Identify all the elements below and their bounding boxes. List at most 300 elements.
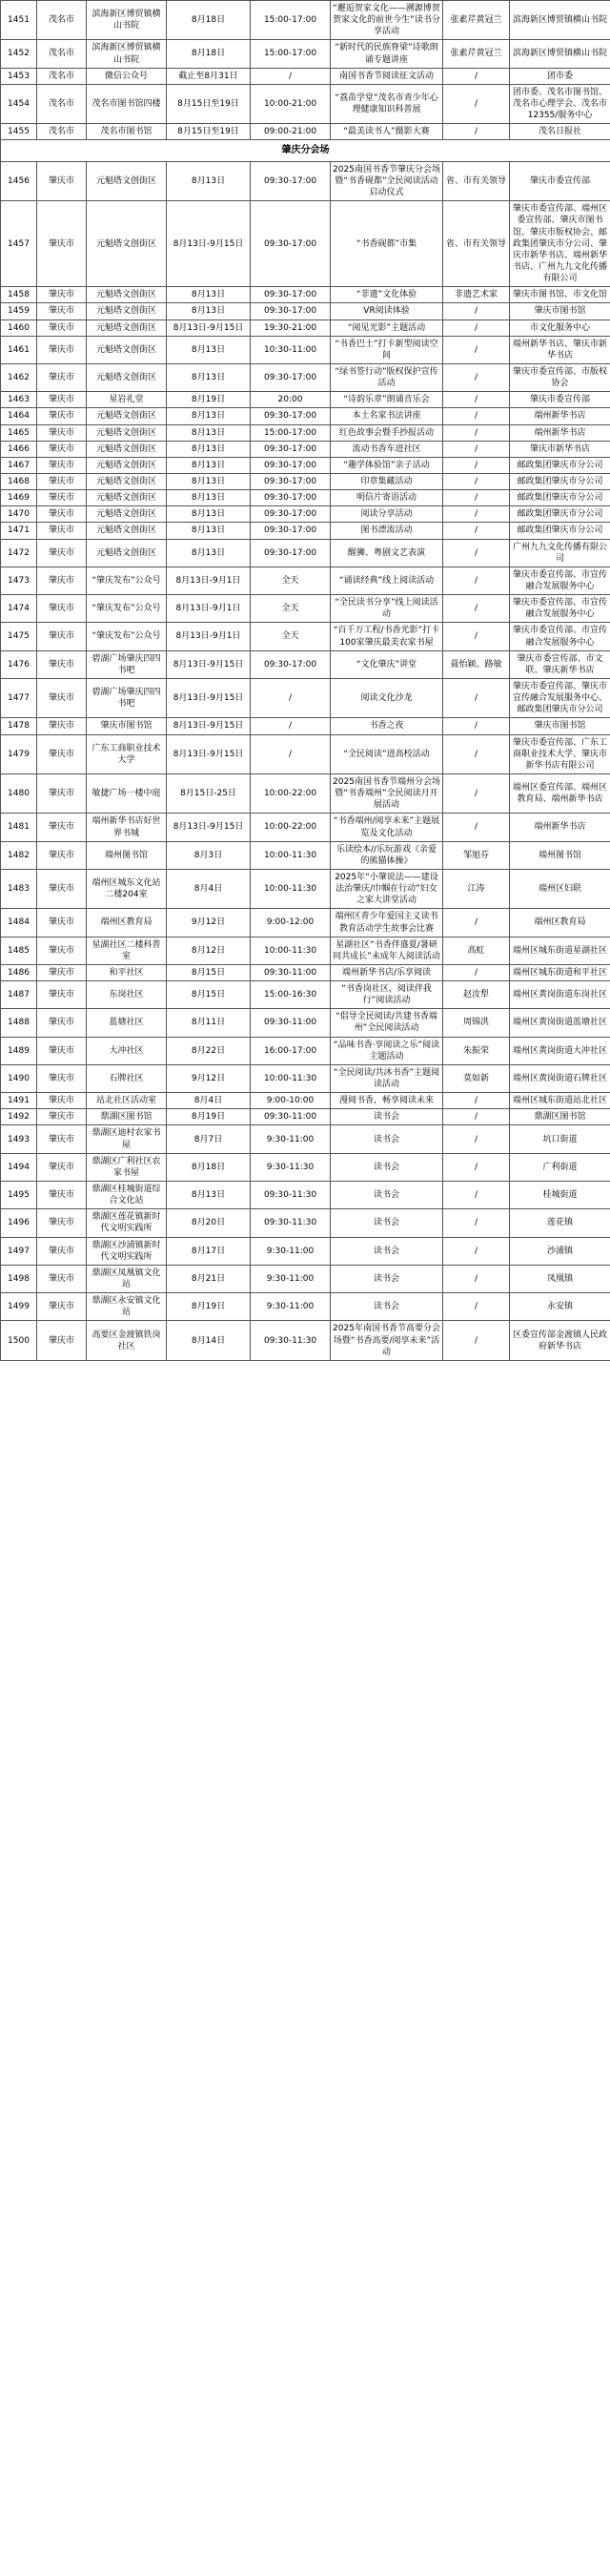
city-cell: 肇庆市 xyxy=(37,1237,87,1265)
table-row xyxy=(1,981,610,1009)
time-cell: 15:00-17:00 xyxy=(251,1,331,40)
time-cell: 10:00-11:30 xyxy=(251,841,331,869)
section-header-row xyxy=(1,140,610,162)
city-cell: 肇庆市 xyxy=(37,909,87,937)
guest-cell: / xyxy=(443,964,510,980)
activity-cell: “书香巴士”打卡新型阅读空间 xyxy=(331,336,443,363)
city-cell: 肇庆市 xyxy=(37,841,87,869)
date-cell: 8月21日 xyxy=(167,1265,251,1292)
time-cell: 9:00-10:00 xyxy=(251,1093,331,1109)
organizer-cell: 广利街道 xyxy=(510,1153,610,1181)
venue-cell: 鼎湖区永安镇文化站 xyxy=(87,1293,167,1321)
city-cell: 肇庆市 xyxy=(37,964,87,980)
table-row xyxy=(1,1153,610,1181)
row-number-cell: 1483 xyxy=(1,869,37,908)
organizer-cell: 端州图书馆 xyxy=(510,841,610,869)
date-cell: 8月15日至19日 xyxy=(167,84,251,123)
row-number-cell: 1481 xyxy=(1,814,37,841)
guest-cell: / xyxy=(443,718,510,734)
city-cell: 肇庆市 xyxy=(37,408,87,424)
guest-cell: / xyxy=(443,773,510,813)
city-cell: 肇庆市 xyxy=(37,1009,87,1037)
venue-cell: 鼎湖区迪村农家书屋 xyxy=(87,1125,167,1153)
guest-cell: / xyxy=(443,814,510,841)
time-cell: 10:00-11:30 xyxy=(251,869,331,908)
organizer-cell: 肇庆市图书馆、市文化馆 xyxy=(510,287,610,303)
activity-cell: “阅见光影”主题活动 xyxy=(331,319,443,336)
organizer-cell: 端州区黄岗街道大冲社区 xyxy=(510,1037,610,1064)
row-number-cell: 1466 xyxy=(1,441,37,457)
activity-cell: 漫阅书香，畅享阅读未来 xyxy=(331,1093,443,1109)
venue-cell: 滨海新区博贸镇横山书院 xyxy=(87,1,167,40)
date-cell: 8月13日-9月15日 xyxy=(167,718,251,734)
time-cell: 09:30-17:00 xyxy=(251,201,331,287)
city-cell: 茂名市 xyxy=(37,68,87,84)
organizer-cell: 肇庆市图书馆 xyxy=(510,303,610,319)
row-number-cell: 1470 xyxy=(1,506,37,523)
venue-cell: 端州图书馆 xyxy=(87,841,167,869)
time-cell: 10:00-11:30 xyxy=(251,1064,331,1092)
city-cell: 肇庆市 xyxy=(37,1125,87,1153)
row-number-cell: 1493 xyxy=(1,1125,37,1153)
venue-cell: 茂名市图书馆四楼 xyxy=(87,84,167,123)
activity-cell: “全民阅读”进高校活动 xyxy=(331,734,443,773)
row-number-cell: 1498 xyxy=(1,1265,37,1292)
venue-cell: “肇庆发布”公众号 xyxy=(87,623,167,650)
date-cell: 8月13日 xyxy=(167,490,251,506)
date-cell: 8月19日 xyxy=(167,1293,251,1321)
city-cell: 肇庆市 xyxy=(37,1321,87,1360)
date-cell: 8月13日 xyxy=(167,336,251,363)
time-cell: 09:30-17:00 xyxy=(251,441,331,457)
row-number-cell: 1468 xyxy=(1,474,37,490)
date-cell: 8月4日 xyxy=(167,869,251,908)
row-number-cell: 1469 xyxy=(1,490,37,506)
row-number-cell: 1487 xyxy=(1,981,37,1009)
time-cell: 20:00 xyxy=(251,392,331,408)
activity-cell: “绿书签行动”版权保护宣传活动 xyxy=(331,364,443,392)
organizer-cell: 肇庆市委宣传部、市宣传融合发展服务中心 xyxy=(510,595,610,623)
table-row xyxy=(1,567,610,594)
guest-cell: / xyxy=(443,678,510,717)
city-cell: 肇庆市 xyxy=(37,490,87,506)
table-row xyxy=(1,841,610,869)
activity-cell: “书香端州/阅享未来”主题展览及文化活动 xyxy=(331,814,443,841)
venue-cell: 星岩礼堂 xyxy=(87,392,167,408)
row-number-cell: 1491 xyxy=(1,1093,37,1109)
time-cell: 9:00-12:00 xyxy=(251,909,331,937)
organizer-cell: 广州九九文化传播有限公司 xyxy=(510,539,610,567)
venue-cell: 和平社区 xyxy=(87,964,167,980)
date-cell: 8月19日 xyxy=(167,1109,251,1125)
section-title: 肇庆分会场 xyxy=(1,140,610,162)
row-number-cell: 1473 xyxy=(1,567,37,594)
organizer-cell: 端州新华书店 xyxy=(510,814,610,841)
table-row xyxy=(1,68,610,84)
table-row xyxy=(1,678,610,717)
table-row xyxy=(1,1209,610,1237)
time-cell: 10:30-11:00 xyxy=(251,336,331,363)
guest-cell: 张素芹黄冠兰 xyxy=(443,1,510,40)
guest-cell: / xyxy=(443,1093,510,1109)
time-cell: 全天 xyxy=(251,595,331,623)
activity-cell: “诗韵乐章”朗诵音乐会 xyxy=(331,392,443,408)
city-cell: 肇庆市 xyxy=(37,678,87,717)
city-cell: 肇庆市 xyxy=(37,1153,87,1181)
guest-cell: / xyxy=(443,909,510,937)
time-cell: 15:00-17:00 xyxy=(251,40,331,68)
time-cell: 15:00-17:00 xyxy=(251,424,331,441)
city-cell: 肇庆市 xyxy=(37,441,87,457)
activity-cell: 读书会 xyxy=(331,1182,443,1209)
venue-cell: 元魁塔文创街区 xyxy=(87,474,167,490)
city-cell: 肇庆市 xyxy=(37,1265,87,1292)
city-cell: 肇庆市 xyxy=(37,1293,87,1321)
activity-cell: 读书会 xyxy=(331,1265,443,1292)
time-cell: 09:30-11:30 xyxy=(251,1209,331,1237)
time-cell: 9:30-11:30 xyxy=(251,1153,331,1181)
date-cell: 8月7日 xyxy=(167,1125,251,1153)
city-cell: 肇庆市 xyxy=(37,718,87,734)
table-row xyxy=(1,1321,610,1360)
venue-cell: 元魁塔文创街区 xyxy=(87,319,167,336)
guest-cell: / xyxy=(443,303,510,319)
row-number-cell: 1454 xyxy=(1,84,37,123)
table-row xyxy=(1,1093,610,1109)
activity-cell: 2025南国书香节端州分会场暨“书香端州”全民阅读月开展活动 xyxy=(331,773,443,813)
activity-cell: 图书漂流活动 xyxy=(331,523,443,539)
activity-cell: VR阅读体验 xyxy=(331,303,443,319)
row-number-cell: 1453 xyxy=(1,68,37,84)
organizer-cell: 凤凰镇 xyxy=(510,1265,610,1292)
date-cell: 8月13日 xyxy=(167,161,251,200)
row-number-cell: 1457 xyxy=(1,201,37,287)
date-cell: 8月13日-9月15日 xyxy=(167,319,251,336)
table-row xyxy=(1,909,610,937)
guest-cell: / xyxy=(443,567,510,594)
venue-cell: 端州新华书店好世界书城 xyxy=(87,814,167,841)
guest-cell: 省、市有关领导 xyxy=(443,161,510,200)
row-number-cell: 1452 xyxy=(1,40,37,68)
activity-cell: 南国书香节阅读征文活动 xyxy=(331,68,443,84)
time-cell: 9:30-11:00 xyxy=(251,1125,331,1153)
city-cell: 肇庆市 xyxy=(37,392,87,408)
guest-cell: 邹旭芬 xyxy=(443,841,510,869)
city-cell: 肇庆市 xyxy=(37,539,87,567)
table-row xyxy=(1,84,610,123)
activity-cell: 阅读文化沙龙 xyxy=(331,678,443,717)
organizer-cell: 端州区城东街道站北社区 xyxy=(510,1093,610,1109)
date-cell: 8月13日 xyxy=(167,457,251,473)
activity-cell: “诵读经典”线上阅读活动 xyxy=(331,567,443,594)
time-cell: 全天 xyxy=(251,623,331,650)
time-cell: 9:30-11:00 xyxy=(251,1293,331,1321)
table-row xyxy=(1,964,610,980)
guest-cell: 张素芹黄冠兰 xyxy=(443,40,510,68)
row-number-cell: 1459 xyxy=(1,303,37,319)
table-row xyxy=(1,424,610,441)
table-row xyxy=(1,814,610,841)
time-cell: 15:00-16:30 xyxy=(251,981,331,1009)
venue-cell: 元魁塔文创街区 xyxy=(87,364,167,392)
date-cell: 8月13日 xyxy=(167,441,251,457)
city-cell: 肇庆市 xyxy=(37,161,87,200)
organizer-cell: 端州区城东街道星湖社区 xyxy=(510,937,610,964)
city-cell: 肇庆市 xyxy=(37,981,87,1009)
table-row xyxy=(1,1009,610,1037)
city-cell: 肇庆市 xyxy=(37,595,87,623)
row-number-cell: 1467 xyxy=(1,457,37,473)
venue-cell: “肇庆发布”公众号 xyxy=(87,595,167,623)
table-row xyxy=(1,1064,610,1092)
time-cell: / xyxy=(251,718,331,734)
row-number-cell: 1458 xyxy=(1,287,37,303)
row-number-cell: 1497 xyxy=(1,1237,37,1265)
city-cell: 茂名市 xyxy=(37,84,87,123)
guest-cell: 高虹 xyxy=(443,937,510,964)
guest-cell: 江涛 xyxy=(443,869,510,908)
guest-cell: / xyxy=(443,84,510,123)
city-cell: 肇庆市 xyxy=(37,1037,87,1064)
venue-cell: 站北社区活动室 xyxy=(87,1093,167,1109)
date-cell: 8月13日-9月15日 xyxy=(167,734,251,773)
table-row xyxy=(1,336,610,363)
table-row xyxy=(1,457,610,473)
time-cell: 09:30-11:00 xyxy=(251,1009,331,1037)
date-cell: 8月15日 xyxy=(167,964,251,980)
venue-cell: 元魁塔文创街区 xyxy=(87,161,167,200)
city-cell: 肇庆市 xyxy=(37,424,87,441)
guest-cell: / xyxy=(443,124,510,140)
table-row xyxy=(1,490,610,506)
row-number-cell: 1494 xyxy=(1,1153,37,1181)
guest-cell: / xyxy=(443,336,510,363)
row-number-cell: 1480 xyxy=(1,773,37,813)
venue-cell: 元魁塔文创街区 xyxy=(87,506,167,523)
row-number-cell: 1456 xyxy=(1,161,37,200)
guest-cell: / xyxy=(443,623,510,650)
organizer-cell: 端州新华书店 xyxy=(510,424,610,441)
venue-cell: 鼎湖区凤凰镇文化站 xyxy=(87,1265,167,1292)
row-number-cell: 1500 xyxy=(1,1321,37,1360)
city-cell: 肇庆市 xyxy=(37,474,87,490)
table-row xyxy=(1,124,610,140)
guest-cell: / xyxy=(443,392,510,408)
venue-cell: 元魁塔文创街区 xyxy=(87,490,167,506)
venue-cell: 元魁塔文创街区 xyxy=(87,457,167,473)
organizer-cell: 滨海新区博贸镇横山书院 xyxy=(510,40,610,68)
activity-cell: 读书会 xyxy=(331,1209,443,1237)
activity-cell: “书香砚都”市集 xyxy=(331,201,443,287)
time-cell: 10:00-22:00 xyxy=(251,773,331,813)
guest-cell: / xyxy=(443,1293,510,1321)
organizer-cell: 端州区教育局 xyxy=(510,909,610,937)
activity-cell: “倡导全民阅读/共建书香端州”全民阅读活动 xyxy=(331,1009,443,1037)
row-number-cell: 1495 xyxy=(1,1182,37,1209)
table-row xyxy=(1,539,610,567)
venue-cell: 鼎湖区桂城街道综合文化站 xyxy=(87,1182,167,1209)
time-cell: 09:30-17:00 xyxy=(251,506,331,523)
row-number-cell: 1496 xyxy=(1,1209,37,1237)
city-cell: 肇庆市 xyxy=(37,303,87,319)
city-cell: 肇庆市 xyxy=(37,506,87,523)
row-number-cell: 1476 xyxy=(1,650,37,678)
table-row xyxy=(1,474,610,490)
guest-cell: / xyxy=(443,457,510,473)
time-cell: / xyxy=(251,68,331,84)
organizer-cell: 桂城街道 xyxy=(510,1182,610,1209)
date-cell: 8月13日 xyxy=(167,408,251,424)
date-cell: 8月15日 xyxy=(167,981,251,1009)
venue-cell: 高要区金渡镇铁岗社区 xyxy=(87,1321,167,1360)
time-cell: 09:00-21:00 xyxy=(251,124,331,140)
city-cell: 肇庆市 xyxy=(37,201,87,287)
organizer-cell: 端州区城东街道和平社区 xyxy=(510,964,610,980)
activity-cell: “百千万工程/书香光影”打卡100家肇庆最美农家书屋 xyxy=(331,623,443,650)
date-cell: 8月15日至19日 xyxy=(167,124,251,140)
row-number-cell: 1489 xyxy=(1,1037,37,1064)
date-cell: 8月13日-9月15日 xyxy=(167,814,251,841)
city-cell: 茂名市 xyxy=(37,40,87,68)
venue-cell: 鼎湖区莲花镇新时代文明实践所 xyxy=(87,1209,167,1237)
venue-cell: 元魁塔文创街区 xyxy=(87,287,167,303)
table-body xyxy=(1,1,610,1361)
row-number-cell: 1472 xyxy=(1,539,37,567)
city-cell: 肇庆市 xyxy=(37,523,87,539)
activity-cell: 2025南国书香节肇庆分会场暨“书香砚都”全民阅读活动启动仪式 xyxy=(331,161,443,200)
date-cell: 8月3日 xyxy=(167,841,251,869)
date-cell: 8月18日 xyxy=(167,40,251,68)
date-cell: 9月12日 xyxy=(167,1064,251,1092)
row-number-cell: 1499 xyxy=(1,1293,37,1321)
city-cell: 肇庆市 xyxy=(37,1093,87,1109)
date-cell: 8月13日-9月15日 xyxy=(167,201,251,287)
guest-cell: / xyxy=(443,539,510,567)
table-row xyxy=(1,201,610,287)
venue-cell: 茂名市图书馆 xyxy=(87,124,167,140)
table-row xyxy=(1,718,610,734)
activity-cell: 明信片寄语活动 xyxy=(331,490,443,506)
table-row xyxy=(1,937,610,964)
table-row xyxy=(1,1237,610,1265)
time-cell: 09:30-17:00 xyxy=(251,303,331,319)
date-cell: 8月13日 xyxy=(167,1182,251,1209)
activity-cell: 流动书香车进社区 xyxy=(331,441,443,457)
row-number-cell: 1463 xyxy=(1,392,37,408)
table-row xyxy=(1,392,610,408)
table-row xyxy=(1,1037,610,1064)
organizer-cell: 端州区黄岗街道蓝塘社区 xyxy=(510,1009,610,1037)
guest-cell: 赵汝犁 xyxy=(443,981,510,1009)
guest-cell: / xyxy=(443,424,510,441)
guest-cell: / xyxy=(443,319,510,336)
time-cell: 09:30-17:00 xyxy=(251,408,331,424)
organizer-cell: 端州新华书店、肇庆市新华书店 xyxy=(510,336,610,363)
organizer-cell: 肇庆市委宣传部、市宣传融合发展服务中心 xyxy=(510,623,610,650)
venue-cell: 鼎湖区沙浦镇新时代文明实践所 xyxy=(87,1237,167,1265)
city-cell: 肇庆市 xyxy=(37,457,87,473)
venue-cell: 碧湖广场肇庆四四书吧 xyxy=(87,650,167,678)
row-number-cell: 1488 xyxy=(1,1009,37,1037)
organizer-cell: 团市委、茂名市图书馆、茂名市心理学会、茂名市12355/服务中心 xyxy=(510,84,610,123)
date-cell: 8月13日-9月15日 xyxy=(167,678,251,717)
city-cell: 肇庆市 xyxy=(37,1109,87,1125)
guest-cell: / xyxy=(443,1182,510,1209)
activity-cell: “全民读书分享”线上阅读活动 xyxy=(331,595,443,623)
activity-cell: 读书会 xyxy=(331,1125,443,1153)
organizer-cell: 肇庆市新华书店 xyxy=(510,441,610,457)
date-cell: 8月4日 xyxy=(167,1093,251,1109)
city-cell: 茂名市 xyxy=(37,124,87,140)
table-row xyxy=(1,40,610,68)
city-cell: 肇庆市 xyxy=(37,1064,87,1092)
time-cell: 19:30-21:00 xyxy=(251,319,331,336)
organizer-cell: 端州区委宣传部、端州区教育局、端州新华书店 xyxy=(510,773,610,813)
table-row xyxy=(1,506,610,523)
row-number-cell: 1492 xyxy=(1,1109,37,1125)
activity-cell: 2025年南国书香节高要分会场暨“书香高要/阅享未来”活动 xyxy=(331,1321,443,1360)
venue-cell: 元魁塔文创街区 xyxy=(87,424,167,441)
activity-cell: “非遗”文化体验 xyxy=(331,287,443,303)
activity-cell: “新时代的民族脊梁”诗歌朗诵专题讲座 xyxy=(331,40,443,68)
row-number-cell: 1484 xyxy=(1,909,37,937)
organizer-cell: 坑口街道 xyxy=(510,1125,610,1153)
organizer-cell: 肇庆市委宣传部、市宣传融合发展服务中心 xyxy=(510,567,610,594)
city-cell: 肇庆市 xyxy=(37,567,87,594)
table-row xyxy=(1,595,610,623)
venue-cell: 星湖社区二楼科普室 xyxy=(87,937,167,964)
activity-cell: “邂逅贺家文化——溯源博贺贺家文化的前世今生”读书分享活动 xyxy=(331,1,443,40)
activity-cell: 印章集藏活动 xyxy=(331,474,443,490)
organizer-cell: 肇庆市图书馆 xyxy=(510,718,610,734)
guest-cell: / xyxy=(443,364,510,392)
date-cell: 8月13日 xyxy=(167,303,251,319)
table-row xyxy=(1,773,610,813)
organizer-cell: 区委宣传部金渡镇人民政府新华书店 xyxy=(510,1321,610,1360)
time-cell: 9:30-11:00 xyxy=(251,1237,331,1265)
guest-cell: 朱振荣 xyxy=(443,1037,510,1064)
time-cell: 10:00-11:30 xyxy=(251,937,331,964)
time-cell: 09:30-17:00 xyxy=(251,287,331,303)
activity-cell: 乐读绘本//乐玩游戏《亲爱的熊猫体操》 xyxy=(331,841,443,869)
venue-cell: 大冲社区 xyxy=(87,1037,167,1064)
row-number-cell: 1482 xyxy=(1,841,37,869)
time-cell: / xyxy=(251,734,331,773)
activity-cell: “荔苗学堂”茂名市青少年心理健康知识科普展 xyxy=(331,84,443,123)
activity-cell: 本土名家书法讲座 xyxy=(331,408,443,424)
time-cell: 09:30-11:30 xyxy=(251,1321,331,1360)
venue-cell: 端州区教育局 xyxy=(87,909,167,937)
venue-cell: 鼎湖区图书馆 xyxy=(87,1109,167,1125)
date-cell: 8月13日-9月1日 xyxy=(167,595,251,623)
city-cell: 肇庆市 xyxy=(37,937,87,964)
organizer-cell: 邮政集团肇庆市分公司 xyxy=(510,523,610,539)
city-cell: 肇庆市 xyxy=(37,869,87,908)
city-cell: 肇庆市 xyxy=(37,287,87,303)
table-row xyxy=(1,303,610,319)
time-cell: 10:00-21:00 xyxy=(251,84,331,123)
row-number-cell: 1474 xyxy=(1,595,37,623)
row-number-cell: 1465 xyxy=(1,424,37,441)
organizer-cell: 市文化服务中心 xyxy=(510,319,610,336)
guest-cell: / xyxy=(443,734,510,773)
venue-cell: 元魁塔文创街区 xyxy=(87,336,167,363)
venue-cell: 东岗社区 xyxy=(87,981,167,1009)
city-cell: 肇庆市 xyxy=(37,364,87,392)
guest-cell: / xyxy=(443,595,510,623)
activity-cell: 读书会 xyxy=(331,1293,443,1321)
time-cell: 09:30-17:00 xyxy=(251,474,331,490)
